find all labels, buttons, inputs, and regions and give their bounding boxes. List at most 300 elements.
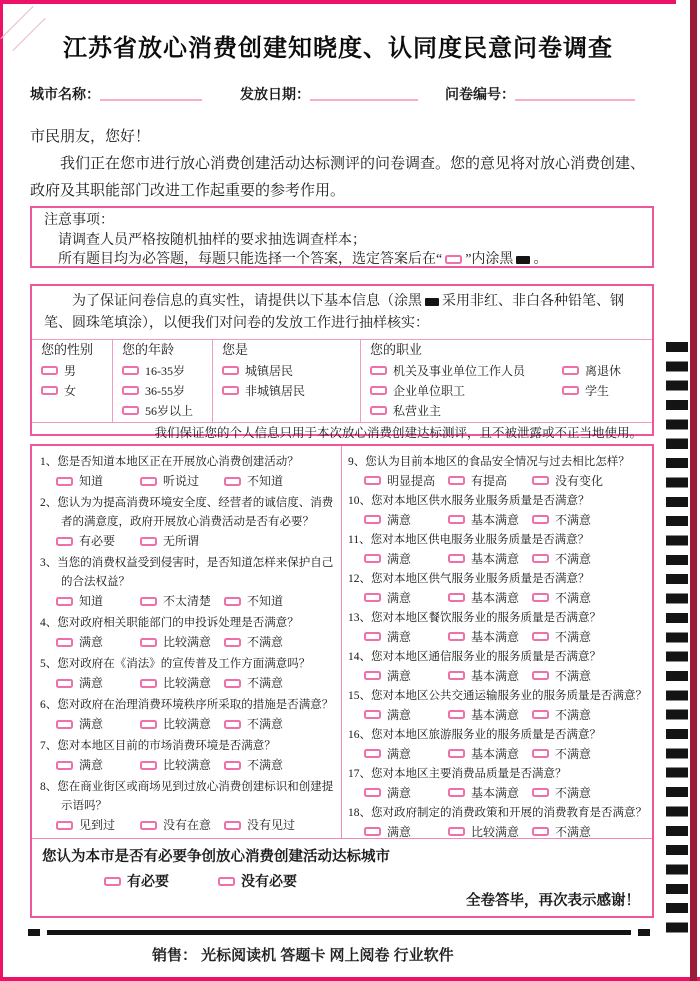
questionnaire-number-blank[interactable] [515, 87, 635, 101]
answer-option [532, 511, 616, 530]
answer-bubble[interactable] [448, 788, 465, 797]
question-text [40, 494, 337, 532]
question-number: 15、 [348, 690, 371, 702]
answer-option [448, 589, 532, 608]
question-number: 12、 [348, 573, 371, 585]
answer-bubble[interactable] [122, 386, 139, 395]
question-item [40, 554, 337, 611]
answer-bubble[interactable] [140, 477, 157, 486]
question-options [348, 472, 648, 491]
option-label: 学生 [585, 383, 610, 398]
notice-title: 注意事项： [44, 213, 114, 228]
option-label: 比较满意 [163, 717, 212, 731]
info-column [212, 340, 360, 422]
question-text [348, 453, 648, 472]
answer-bubble[interactable] [532, 515, 549, 524]
answer-bubble[interactable] [532, 476, 549, 485]
question-number: 14、 [348, 651, 371, 663]
answer-bubble[interactable] [224, 720, 241, 729]
question-number: 11、 [348, 534, 371, 546]
answer-bubble[interactable] [224, 679, 241, 688]
option-label: 满意 [387, 746, 412, 761]
option-label: 满意 [79, 676, 104, 690]
notice-line-2 [44, 250, 640, 270]
question-options [40, 756, 337, 775]
answer-bubble[interactable] [140, 679, 157, 688]
option-label: 满意 [387, 551, 412, 566]
question-options [348, 550, 648, 569]
answer-bubble[interactable] [218, 877, 235, 886]
option-label: 不满意 [555, 824, 592, 838]
info-column-header: 您的年龄 [122, 342, 175, 357]
answer-option [140, 532, 224, 551]
option-label: 明显提高 [387, 473, 436, 488]
question-text [40, 778, 337, 816]
frame-border-left [0, 0, 3, 981]
answer-bubble[interactable] [532, 749, 549, 758]
question-text-body: 您对本地区供水服务业服务质量是否满意？ [371, 495, 590, 507]
question-number: 18、 [348, 807, 371, 819]
question-item [348, 804, 648, 838]
question-text-body: 您对政府相关职能部门的申投诉处理是否满意？ [57, 617, 299, 629]
questions-column-left [32, 446, 342, 838]
question-number: 8、 [40, 781, 58, 793]
vendor-footer: 销售： 光标阅读机 答题卡 网上阅卷 行业软件 [152, 947, 454, 964]
info-option [553, 380, 621, 400]
answer-bubble[interactable] [224, 821, 241, 830]
answer-option [140, 674, 224, 693]
answer-option [532, 472, 616, 491]
question-item [40, 655, 337, 693]
answer-bubble[interactable] [370, 366, 387, 375]
answer-bubble[interactable] [140, 761, 157, 770]
answer-bubble[interactable] [41, 366, 58, 375]
question-number: 9、 [348, 456, 366, 468]
question-options [348, 667, 648, 686]
intro-paragraph: 我们正在您市进行放心消费创建活动达标测评的问卷调查。您的意见将对放心消费创建、政府及其职能部门改进工作起重要的参考作用。 [30, 156, 646, 199]
answer-option [448, 628, 532, 647]
question-options [40, 472, 337, 491]
final-question-section [32, 838, 652, 916]
answer-option [218, 871, 332, 891]
answer-bubble[interactable] [56, 638, 73, 647]
answer-bubble[interactable] [448, 593, 465, 602]
option-label: 16-35岁 [145, 363, 185, 378]
option-label: 有必要 [79, 534, 116, 548]
answer-option [364, 628, 448, 647]
question-text [348, 726, 648, 745]
answer-bubble[interactable] [56, 679, 73, 688]
answer-bubble[interactable] [56, 761, 73, 770]
option-label: 不满意 [247, 758, 284, 772]
intro-section [30, 124, 658, 205]
option-label: 不满意 [555, 707, 592, 722]
question-text-body: 您对本地区通信服务业的服务质量是否满意？ [371, 651, 601, 663]
question-text [40, 614, 337, 633]
question-item [348, 648, 648, 685]
answer-option [56, 756, 140, 775]
option-label: 机关及事业单位工作人员 [393, 363, 526, 378]
answer-bubble[interactable] [364, 710, 381, 719]
question-text-body: 您对本地区餐饮服务业的服务质量是否满意？ [371, 612, 601, 624]
answer-bubble[interactable] [364, 632, 381, 641]
question-text [348, 609, 648, 628]
answer-option [140, 592, 224, 611]
answer-option [448, 472, 532, 491]
option-label: 比较满意 [163, 635, 212, 649]
question-options [348, 784, 648, 803]
answer-option [56, 633, 140, 652]
question-options [348, 745, 648, 764]
answer-option [364, 589, 448, 608]
option-label: 满意 [387, 668, 412, 683]
answer-bubble[interactable] [364, 476, 381, 485]
info-column-header: 您是 [222, 342, 249, 357]
info-column-header: 您的性别 [41, 342, 94, 357]
question-text-body: 当您的消费权益受到侵害时，是否知道怎样来保护自己的合法权益？ [57, 557, 334, 588]
question-number: 1、 [40, 456, 58, 468]
answer-bubble[interactable] [448, 632, 465, 641]
answer-option [532, 706, 616, 725]
info-option [361, 360, 525, 380]
answer-bubble[interactable] [532, 671, 549, 680]
answer-bubble[interactable] [448, 515, 465, 524]
option-label: 基本满意 [471, 551, 520, 566]
question-options [40, 532, 337, 551]
option-label: 无所谓 [163, 534, 200, 548]
notice-line-1: 请调查人员严格按随机抽样的要求抽选调查样本； [58, 232, 366, 248]
info-option-lists [32, 360, 112, 400]
option-label: 不满意 [247, 676, 284, 690]
answer-bubble[interactable] [364, 554, 381, 563]
final-question-text: 您认为本市是否有必要争创放心消费创建活动达标城市 [42, 849, 390, 865]
answer-option [364, 784, 448, 803]
greeting-line: 市民朋友，您好！ [30, 129, 151, 145]
answer-option [224, 592, 308, 611]
question-number: 13、 [348, 612, 371, 624]
info-option-list [113, 360, 193, 420]
answer-option [364, 550, 448, 569]
option-label: 女 [64, 383, 77, 398]
question-item [348, 609, 648, 646]
option-label: 有必要 [127, 873, 169, 889]
answer-option [364, 511, 448, 530]
answer-option [532, 628, 616, 647]
option-label: 基本满意 [471, 668, 520, 683]
answer-option [56, 674, 140, 693]
option-label: 不满意 [555, 746, 592, 761]
answer-bubble[interactable] [448, 827, 465, 836]
timing-marks-column [666, 342, 688, 933]
option-label: 比较满意 [471, 824, 520, 838]
answer-option [56, 592, 140, 611]
answer-bubble[interactable] [56, 821, 73, 830]
info-option-lists [213, 360, 360, 400]
answer-bubble[interactable] [222, 386, 239, 395]
answer-bubble[interactable] [140, 638, 157, 647]
questions-box [30, 444, 654, 918]
option-label: 有提高 [471, 473, 508, 488]
final-question-options [42, 871, 642, 891]
basic-info-box [30, 284, 654, 440]
answer-bubble[interactable] [56, 537, 73, 546]
option-label: 企业单位职工 [393, 383, 466, 398]
answer-bubble[interactable] [532, 788, 549, 797]
question-text [40, 453, 337, 472]
notice-line-2-mid: ”内涂黑 [465, 252, 514, 267]
answer-bubble[interactable] [532, 593, 549, 602]
question-text [348, 804, 648, 823]
question-item [40, 614, 337, 652]
question-options [348, 823, 648, 839]
answer-bubble[interactable] [448, 710, 465, 719]
notice-line-2-pre: 所有题目均为必答题，每题只能选择一个答案，选定答案后在“ [58, 252, 443, 267]
question-text-body: 您对本地区供电服务业服务质量是否满意？ [370, 534, 590, 546]
option-label: 见到过 [79, 818, 116, 832]
answer-option [448, 667, 532, 686]
answer-bubble[interactable] [364, 593, 381, 602]
option-label: 不满意 [555, 629, 592, 644]
answer-option [224, 472, 308, 491]
option-label: 满意 [387, 629, 412, 644]
answer-bubble[interactable] [448, 671, 465, 680]
timing-mark-square [28, 929, 40, 936]
answer-option [448, 511, 532, 530]
answer-option [532, 667, 616, 686]
info-option-list [32, 360, 76, 400]
answer-bubble[interactable] [370, 406, 387, 415]
answer-bubble[interactable] [56, 720, 73, 729]
answer-bubble[interactable] [448, 476, 465, 485]
option-label: 基本满意 [471, 785, 520, 800]
option-label: 不太清楚 [163, 594, 212, 608]
question-text-body: 您在商业街区或商场见到过放心消费创建标识和创建提示语吗？ [57, 781, 334, 812]
info-option-lists [361, 360, 652, 420]
option-label: 比较满意 [163, 676, 212, 690]
question-text [348, 570, 648, 589]
question-text-body: 您对本地区旅游服务业的服务质量是否满意？ [371, 729, 601, 741]
answer-bubble[interactable] [448, 749, 465, 758]
question-options [40, 715, 337, 734]
option-label: 基本满意 [471, 590, 520, 605]
answer-bubble[interactable] [140, 720, 157, 729]
answer-option [140, 715, 224, 734]
info-option [32, 380, 76, 400]
option-label: 不满意 [555, 785, 592, 800]
option-label: 私营业主 [393, 403, 442, 418]
option-label: 听说过 [163, 474, 200, 488]
option-label: 满意 [387, 590, 412, 605]
answer-bubble[interactable] [122, 406, 139, 415]
notice-line-2-post: 。 [533, 252, 548, 267]
question-options [40, 633, 337, 652]
answer-bubble[interactable] [532, 827, 549, 836]
option-label: 不满意 [247, 717, 284, 731]
question-item [40, 778, 337, 835]
question-text-body: 您是否知道本地区正在开展放心消费创建活动？ [57, 456, 299, 468]
question-text-body: 您对本地区供气服务业服务质量是否满意？ [371, 573, 590, 585]
question-item [40, 494, 337, 551]
option-label: 城镇居民 [245, 363, 294, 378]
question-number: 16、 [348, 729, 371, 741]
question-text-body: 您对政府在《消法》的宣传普及工作方面满意吗？ [57, 658, 311, 670]
timing-mark-square [638, 929, 650, 936]
answer-option [224, 633, 308, 652]
question-text-body: 您对政府在治理消费环境秩序所采取的措施是否满意？ [57, 699, 334, 711]
question-text-body: 您对本地区公共交通运输服务业的服务质量是否满意？ [371, 690, 647, 702]
question-options [40, 816, 337, 835]
question-text-body: 您对本地区主要消费品质量是否满意？ [371, 768, 567, 780]
info-column [360, 340, 652, 422]
option-label: 满意 [387, 785, 412, 800]
info-option [32, 360, 76, 380]
answer-option [448, 784, 532, 803]
issue-date-blank[interactable] [310, 87, 418, 101]
questions-column-right [342, 446, 652, 838]
questions-columns [32, 446, 652, 838]
answer-option [448, 745, 532, 764]
info-option [113, 360, 193, 380]
option-label: 基本满意 [471, 746, 520, 761]
option-label: 不满意 [555, 668, 592, 683]
answer-bubble[interactable] [532, 710, 549, 719]
answer-bubble[interactable] [562, 386, 579, 395]
answer-bubble[interactable] [224, 597, 241, 606]
option-label: 满意 [79, 635, 104, 649]
option-label: 离退休 [585, 363, 622, 378]
answer-option [448, 706, 532, 725]
answer-option [532, 784, 616, 803]
info-option-lists [113, 360, 212, 420]
info-column [32, 340, 112, 422]
answer-option [532, 589, 616, 608]
answer-option [364, 823, 448, 839]
answer-bubble[interactable] [140, 821, 157, 830]
answer-option [448, 823, 532, 839]
question-number: 10、 [348, 495, 371, 507]
question-text-body: 您认为目前本地区的食品安全情况与过去相比怎样？ [365, 456, 630, 468]
filled-bubble-icon [516, 256, 530, 264]
answer-bubble[interactable] [224, 638, 241, 647]
question-text-body: 您对本地区目前的市场消费环境是否满意？ [57, 740, 276, 752]
city-name-blank[interactable] [100, 87, 202, 101]
answer-bubble[interactable] [364, 827, 381, 836]
question-item [40, 453, 337, 491]
frame-border-top [0, 0, 676, 4]
option-label: 满意 [79, 717, 104, 731]
answer-option [140, 472, 224, 491]
question-number: 6、 [40, 699, 58, 711]
timing-track-line [47, 930, 631, 935]
answer-bubble[interactable] [224, 761, 241, 770]
answer-option [56, 816, 140, 835]
city-name-label: 城市名称： [30, 88, 100, 103]
option-label: 没有见过 [247, 818, 296, 832]
answer-bubble[interactable] [41, 386, 58, 395]
answer-bubble[interactable] [532, 554, 549, 563]
filled-bubble-icon [425, 298, 439, 306]
question-text [348, 687, 648, 706]
notice-box [30, 206, 654, 268]
question-text-body: 您认为为提高消费环境安全度、经营者的诚信度、消费者的满意度，政府开展放心消费活动是否有必要？ [57, 497, 334, 528]
answer-bubble[interactable] [224, 477, 241, 486]
answer-bubble[interactable] [448, 554, 465, 563]
answer-option [532, 745, 616, 764]
option-label: 满意 [79, 758, 104, 772]
question-options [40, 592, 337, 611]
question-item [348, 453, 648, 490]
answer-bubble[interactable] [104, 877, 121, 886]
option-label: 男 [64, 363, 77, 378]
answer-option [364, 667, 448, 686]
question-text [40, 554, 337, 592]
info-option [113, 380, 193, 400]
answer-option [532, 550, 616, 569]
option-label: 基本满意 [471, 512, 520, 527]
answer-bubble[interactable] [140, 537, 157, 546]
answer-bubble[interactable] [370, 386, 387, 395]
answer-option [448, 550, 532, 569]
answer-bubble[interactable] [364, 671, 381, 680]
answer-bubble[interactable] [562, 366, 579, 375]
answer-bubble[interactable] [56, 477, 73, 486]
option-label: 没有必要 [241, 873, 297, 889]
question-number: 17、 [348, 768, 371, 780]
option-label: 比较满意 [163, 758, 212, 772]
answer-option [104, 871, 218, 891]
thanks-note: 全卷答毕，再次表示感谢！ [466, 893, 640, 909]
info-option [361, 400, 525, 420]
answer-bubble[interactable] [364, 515, 381, 524]
question-item [348, 687, 648, 724]
question-text [40, 655, 337, 674]
question-number: 4、 [40, 617, 58, 629]
info-option-list [361, 360, 525, 420]
question-text-body: 您对政府制定的消费政策和开展的消费教育是否满意？ [371, 807, 647, 819]
info-option-list [213, 360, 305, 400]
bottom-timing-track [28, 928, 650, 936]
issue-date-field [240, 84, 418, 104]
info-option [553, 360, 621, 380]
question-item [348, 765, 648, 802]
answer-bubble[interactable] [532, 632, 549, 641]
question-text [348, 648, 648, 667]
option-label: 非城镇居民 [245, 383, 306, 398]
answer-bubble[interactable] [122, 366, 139, 375]
answer-option [140, 816, 224, 835]
question-number: 2、 [40, 497, 58, 509]
answer-bubble[interactable] [56, 597, 73, 606]
option-label: 知道 [79, 594, 104, 608]
answer-bubble[interactable] [364, 749, 381, 758]
question-item [348, 726, 648, 763]
page-title: 江苏省放心消费创建知晓度、认同度民意问卷调查 [63, 36, 613, 62]
option-label: 56岁以上 [145, 403, 194, 418]
answer-option [140, 756, 224, 775]
answer-bubble[interactable] [140, 597, 157, 606]
option-label: 不满意 [247, 635, 284, 649]
option-label: 没有变化 [555, 473, 604, 488]
issue-date-label: 发放日期： [240, 88, 310, 103]
empty-bubble-icon [445, 255, 462, 264]
info-option [213, 360, 305, 380]
answer-bubble[interactable] [222, 366, 239, 375]
info-option [113, 400, 193, 420]
frame-border-bottom [0, 977, 700, 981]
question-text [40, 696, 337, 715]
answer-option [364, 472, 448, 491]
answer-bubble[interactable] [364, 788, 381, 797]
